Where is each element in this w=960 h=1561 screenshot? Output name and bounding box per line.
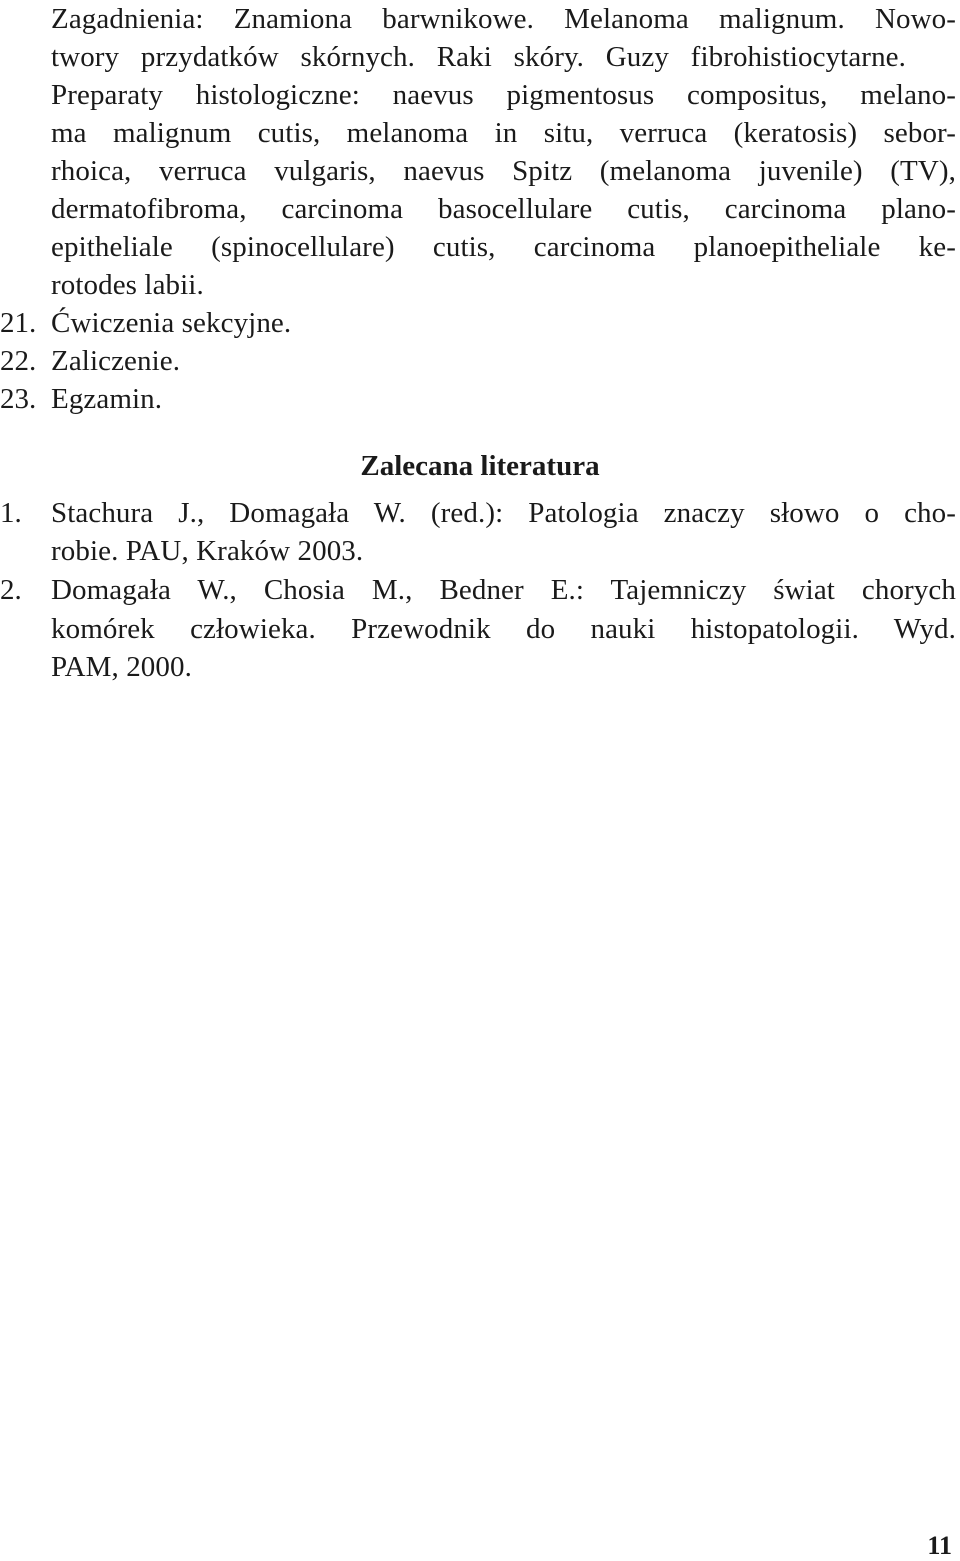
item-text: Egzamin. <box>51 383 163 415</box>
topics-line: twory przydatków skórnych. Raki skóry. Guzy fibrohistiocytarne. <box>51 41 906 73</box>
literature-line: robie. PAU, Kraków 2003. <box>51 535 364 567</box>
literature-line: Stachura J., Domagała W. (red.): Patologia znaczy słowo o cho- <box>51 497 956 529</box>
literature-line: PAM, 2000. <box>51 651 192 683</box>
topics-line: rhoica, verruca vulgaris, naevus Spitz (melanoma juvenile) (TV), <box>51 155 956 187</box>
item-text: Ćwiczenia sekcyjne. <box>51 307 292 339</box>
topics-line: rotodes labii. <box>51 269 204 301</box>
topics-line: epitheliale (spinocellulare) cutis, carcinoma planoepitheliale ke- <box>51 231 956 263</box>
literature-number: 1. <box>0 497 22 529</box>
literature-line: Domagała W., Chosia M., Bedner E.: Tajemniczy świat chorych <box>51 574 956 606</box>
topics-line: ma malignum cutis, melanoma in situ, verruca (keratosis) sebor- <box>51 117 956 149</box>
item-text: Zaliczenie. <box>51 345 181 377</box>
literature-number: 2. <box>0 574 22 606</box>
topics-line: Preparaty histologiczne: naevus pigmentosus compositus, melano- <box>51 79 956 111</box>
topics-line: Zagadnienia: Znamiona barwnikowe. Melanoma malignum. Nowo- <box>51 3 956 35</box>
item-number: 22. <box>0 345 37 377</box>
topics-line: dermatofibroma, carcinoma basocellulare cutis, carcinoma plano- <box>51 193 956 225</box>
item-number: 21. <box>0 307 37 339</box>
page-number: 11 <box>927 1531 952 1560</box>
item-number: 23. <box>0 383 37 415</box>
literature-line: komórek człowieka. Przewodnik do nauki histopatologii. Wyd. <box>51 613 956 645</box>
literature-heading: Zalecana literatura <box>360 450 600 482</box>
